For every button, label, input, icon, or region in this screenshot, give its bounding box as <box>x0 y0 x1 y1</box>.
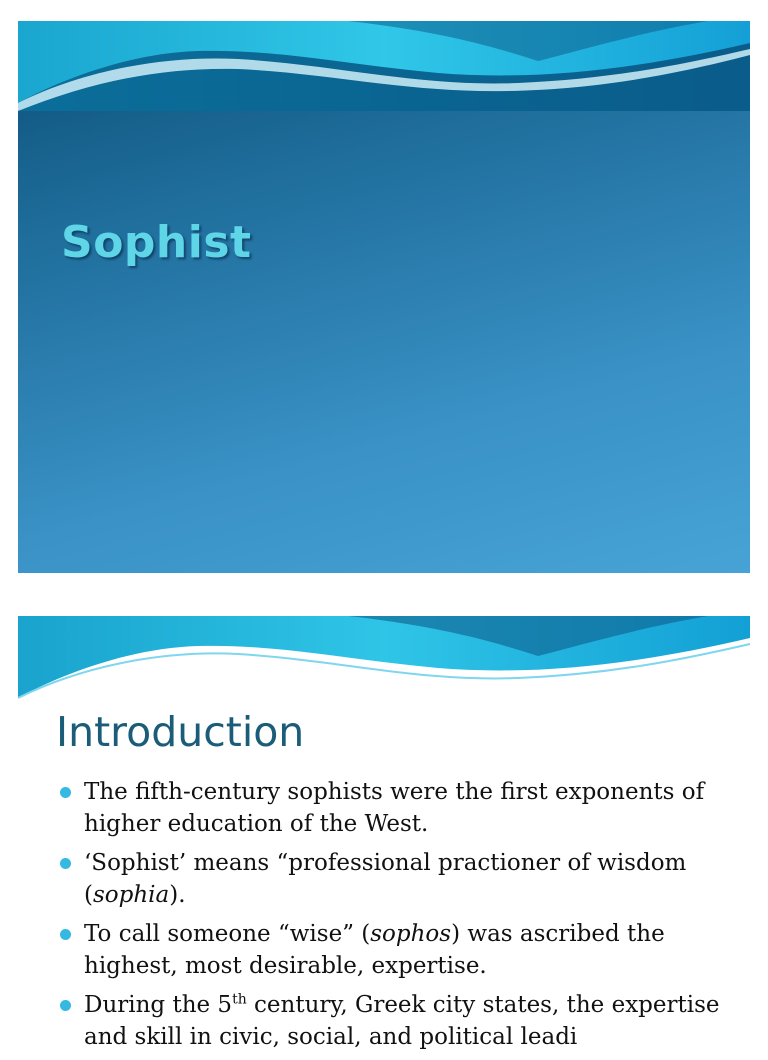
bullet-italic-term: sophia <box>92 882 170 908</box>
bullet-text-start: To call someone “wise” ( <box>84 921 371 947</box>
bullet-text-start: During the 5 <box>84 992 233 1018</box>
bullet-italic-term: sophos <box>370 921 452 947</box>
bullet-text-start: ‘Sophist’ means “professional practioner of wisdom ( <box>84 850 687 908</box>
bullet-dot-icon <box>60 858 71 869</box>
bullet-item <box>56 918 736 982</box>
bullet-dot-icon <box>60 929 71 940</box>
slide-1-header-wave <box>18 21 750 111</box>
bullet-text-end: ). <box>169 882 186 908</box>
ordinal-suffix: th <box>232 991 247 1008</box>
bullet-item <box>56 989 736 1053</box>
slide-2-header-wave <box>18 616 750 706</box>
slide-1 <box>18 21 750 573</box>
bullet-list <box>56 776 736 1060</box>
bullet-dot-icon <box>60 787 71 798</box>
slide-2 <box>18 616 750 1050</box>
bullet-item <box>56 776 736 840</box>
bullet-text-end: century, Greek city states, the expertise and skill in civic, social, and political leadi <box>84 992 720 1050</box>
slide-2-title: Introduction <box>56 708 305 756</box>
bullet-text-end: ) was ascribed the highest, most desirable, expertise. <box>84 921 665 979</box>
bullet-text: The fifth-century sophists were the first exponents of higher education of the West. <box>84 779 705 837</box>
bullet-dot-icon <box>60 1000 71 1011</box>
slide-1-title: Sophist <box>61 217 252 268</box>
bullet-item <box>56 847 736 911</box>
